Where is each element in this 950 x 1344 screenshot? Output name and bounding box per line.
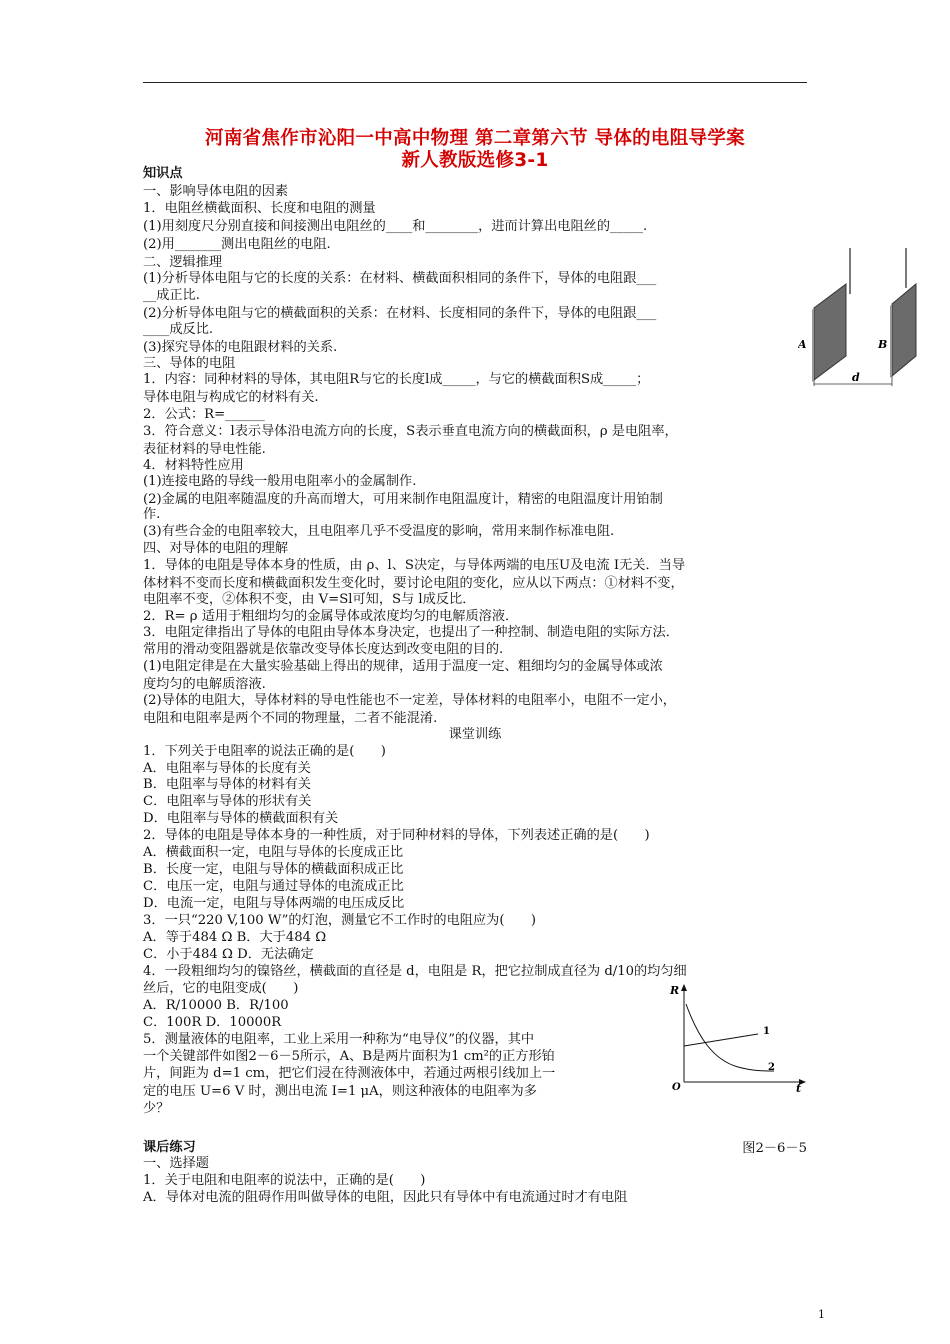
x-axis-label: t <box>796 1082 802 1092</box>
text-line: 课后练习 <box>143 1140 196 1155</box>
text-line: (1)电阻定律是在大量实验基础上得出的规律，适用于温度一定、粗细均匀的金属导体或浓 <box>143 659 663 674</box>
text-line: 1．电阻丝横截面积、长度和电阻的测量 <box>143 201 376 216</box>
text-line: 2．R= ρ 适用于粗细均匀的金属导体或浓度均匀的电解质溶液． <box>143 609 519 624</box>
text-line: 导体电阻与构成它的材料有关. <box>143 390 319 405</box>
text-line: 3．电阻定律指出了导体的电阻由导体本身决定，也提出了一种控制、制造电阻的实际方法． <box>143 625 679 640</box>
text-line: 一、选择题 <box>143 1156 209 1171</box>
text-line: A．R/10000 B．R/100 <box>143 998 289 1013</box>
origin-label: O <box>672 1082 681 1092</box>
text-line: B．长度一定，电阻与导体的横截面积成正比 <box>143 862 404 877</box>
text-line: (3)探究导体的电阻跟材料的关系. <box>143 340 338 355</box>
document-title: 河南省焦作市沁阳一中高中物理 第二章第六节 导体的电阻导学案 <box>205 128 745 149</box>
text-line: 体材料不变而长度和横截面积发生变化时，要讨论电阻的变化，应从以下两点：①材料不变， <box>143 576 684 591</box>
text-line: 少？ <box>143 1101 170 1116</box>
page-number: 1 <box>818 1308 825 1321</box>
curve-1 <box>684 1034 758 1046</box>
text-line: C．小于484 Ω D．无法确定 <box>143 947 314 962</box>
text-line: B．电阻率与导体的材料有关 <box>143 777 311 792</box>
text-line: (2)金属的电阻率随温度的升高而增大，可用来制作电阻温度计，精密的电阻温度计用铂制 <box>143 492 663 507</box>
text-line: (1)用刻度尺分别直接和间接测出电阻丝的____和________，进而计算出电阻丝的_____. <box>143 219 648 234</box>
text-line: 4．一段粗细均匀的镍铬丝，横截面的直径是 d，电阻是 R，把它拉制成直径为 d/10的均匀细 <box>143 964 687 979</box>
text-line: 一个关键部件如图2－6－5所示，A、B是两片面积为1 cm²的正方形铂 <box>143 1049 555 1064</box>
text-line: C．电阻率与导体的形状有关 <box>143 794 312 809</box>
y-arrow <box>681 984 687 991</box>
text-line: C．100R D．10000R <box>143 1015 282 1030</box>
text-line: 1．导体的电阻是导体本身的性质，由 ρ、l、S决定，与导体两端的电压U及电流 I无关．当导 <box>143 558 686 573</box>
text-line: (2)用_______测出电阻丝的电阻. <box>143 237 331 252</box>
text-line: (2)分析导体电阻与它的横截面积的关系：在材料、长度相同的条件下，导体的电阻跟___ <box>143 306 657 321</box>
text-line: A．横截面积一定，电阻与导体的长度成正比 <box>143 845 404 860</box>
text-line: 1．下列关于电阻率的说法正确的是( ) <box>143 744 386 759</box>
curve-2 <box>686 1004 774 1071</box>
text-line: 作. <box>143 507 161 522</box>
text-line: A．等于484 Ω B．大于484 Ω <box>143 930 327 945</box>
text-line: 四、对导体的电阻的理解 <box>143 541 289 556</box>
text-line: 度均匀的电解质溶液. <box>143 677 266 692</box>
document-subtitle: 新人教版选修3-1 <box>401 150 549 171</box>
text-line: 表征材料的导电性能. <box>143 442 266 457</box>
text-line: 丝后，它的电阻变成( ) <box>143 981 299 996</box>
text-line: 图2－6－5 <box>742 1141 807 1156</box>
y-axis-label: R <box>670 984 680 997</box>
label-b: B <box>878 338 888 351</box>
text-line: 定的电压 U=6 V 时，测出电流 I=1 μA，则这种液体的电阻率为多 <box>143 1084 537 1099</box>
text-line: 1．关于电阻和电阻率的说法中，正确的是( ) <box>143 1173 426 1188</box>
text-line: (1)连接电路的导线一般用电阻率小的金属制作. <box>143 474 417 489</box>
text-line: 5．测量液体的电阻率，工业上采用一种称为“电导仪”的仪器，其中 <box>143 1032 535 1047</box>
rt-graph <box>668 982 808 1092</box>
text-line: 3．符合意义：l表示导体沿电流方向的长度，S表示垂直电流方向的横截面积，ρ 是电阻率， <box>143 424 678 439</box>
plate-a-edge <box>812 308 814 382</box>
text-line: (3)有些合金的电阻率较大，且电阻率几乎不受温度的影响，常用来制作标准电阻. <box>143 524 615 539</box>
text-line: A．导体对电流的阻碍作用叫做导体的电阻，因此只有导体中有电流通过时才有电阻 <box>143 1190 628 1205</box>
text-line: 常用的滑动变阻器就是依靠改变导体长度达到改变电阻的目的. <box>143 642 504 657</box>
text-line: 电阻率不变，②体积不变，由 V=Sl可知，S与 l成反比． <box>143 592 476 607</box>
text-line: 3．一只“220 V,100 W”的灯泡，测量它不工作时的电阻应为( ) <box>143 913 537 928</box>
label-a: A <box>798 338 807 351</box>
text-line: __成正比. <box>143 288 200 303</box>
text-line: 2．公式：R=______ <box>143 407 265 422</box>
text-line: C．电压一定，电阻与通过导体的电流成正比 <box>143 879 404 894</box>
curve-2-label: 2 <box>768 1062 775 1073</box>
text-line: 三、导体的电阻 <box>143 356 236 371</box>
text-line: 知识点 <box>143 166 183 181</box>
plate-a <box>814 284 846 380</box>
text-line: D．电阻率与导体的横截面积有关 <box>143 811 339 826</box>
text-line: (2)导体的电阻大，导体材料的导电性能也不一定差，导体材料的电阻率小，电阻不一定小， <box>143 693 676 708</box>
curve-1-label: 1 <box>763 1026 770 1037</box>
text-line: 1．内容：同种材料的导体，其电阻R与它的长度l成_____，与它的横截面积S成_____； <box>143 372 650 387</box>
text-line: 二、逻辑推理 <box>143 255 223 270</box>
plates-figure <box>798 248 918 388</box>
text-line: 课堂训练 <box>448 727 502 742</box>
text-line: 一、影响导体电阻的因素 <box>143 184 289 199</box>
text-line: (1)分析导体电阻与它的长度的关系：在材料、横截面积相同的条件下，导体的电阻跟___ <box>143 271 657 286</box>
text-line: 片，间距为 d=1 cm，把它们浸在待测液体中，若通过两根引线加上一 <box>143 1066 556 1081</box>
text-line: A．电阻率与导体的长度有关 <box>143 761 311 776</box>
text-line: 2．导体的电阻是导体本身的一种性质，对于同种材料的导体，下列表述正确的是( ) <box>143 828 650 843</box>
label-d: d <box>852 371 860 384</box>
text-line: D．电流一定，电阻与导体两端的电压成反比 <box>143 896 405 911</box>
plate-b-edge <box>890 304 892 378</box>
header-rule <box>143 82 807 83</box>
text-line: ____成反比. <box>143 322 214 337</box>
plate-b <box>892 284 916 376</box>
text-line: 4．材料特性应用 <box>143 458 244 473</box>
text-line: 电阻和电阻率是两个不同的物理量，二者不能混淆. <box>143 711 438 726</box>
